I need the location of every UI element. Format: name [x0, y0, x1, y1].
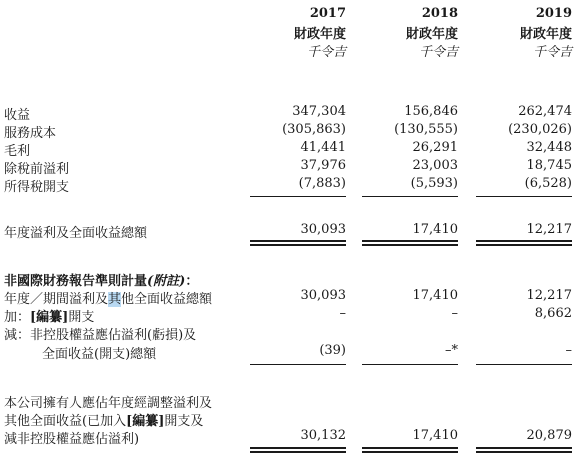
subtotal-rule-2-2019 [476, 364, 572, 365]
cell-pbt-2019: 18,745 [526, 158, 572, 173]
cell-adjusted-2017: 30,132 [300, 428, 346, 443]
cell-nonifrs-profit-2019: 12,217 [526, 288, 572, 303]
final-double-rule-2017-b [250, 451, 346, 453]
label-part: 開支及 [164, 414, 204, 429]
label-part: 開支 [68, 310, 95, 325]
label-part: 年度／期間溢利及 [4, 292, 109, 307]
total-double-rule-2019-a [476, 240, 572, 242]
unit-2017: 千令吉 [306, 45, 346, 60]
cell-cost-2018: (130,555) [394, 122, 458, 137]
final-double-rule-2018-a [362, 447, 458, 449]
cell-minority-2017: (39) [319, 343, 346, 358]
label-part: 他全面收益總額 [121, 292, 213, 307]
subtotal-rule-2-2017 [250, 364, 346, 365]
cell-revenue-2019: 262,474 [518, 104, 572, 119]
cell-total-2018: 17,410 [412, 222, 458, 237]
cell-minority-2018: –* [445, 343, 458, 358]
total-double-rule-2019-b [476, 244, 572, 246]
cell-gross-2018: 26,291 [412, 140, 458, 155]
row-label-pbt: 除稅前溢利 [4, 162, 70, 177]
cell-revenue-2018: 156,846 [404, 104, 458, 119]
subtotal-rule-2017 [250, 196, 346, 197]
cell-total-2019: 12,217 [526, 222, 572, 237]
fy-label-2018: 財政年度 [405, 27, 458, 42]
unit-2019: 千令吉 [532, 45, 572, 60]
row-label-adjusted-line1: 本公司擁有人應佔年度經調整溢利及 [4, 396, 213, 411]
cell-add-expense-2018: – [451, 306, 458, 321]
row-label-cost: 服務成本 [4, 126, 57, 141]
row-label-gross: 毛利 [4, 144, 31, 159]
subtotal-rule-2-2018 [362, 364, 458, 365]
subtotal-rule-2019 [476, 196, 572, 197]
cell-nonifrs-profit-2018: 17,410 [412, 288, 458, 303]
final-double-rule-2019-a [476, 447, 572, 449]
cell-cost-2019: (230,026) [508, 122, 572, 137]
nonifrs-title-note: (附註) [147, 274, 186, 289]
cell-add-expense-2019: 8,662 [534, 306, 572, 321]
cell-cost-2017: (305,863) [282, 122, 346, 137]
row-label-revenue: 收益 [4, 108, 31, 123]
nonifrs-title [4, 270, 198, 289]
label-part: 加： [4, 310, 31, 325]
cell-gross-2019: 32,448 [526, 140, 572, 155]
cell-adjusted-2018: 17,410 [412, 428, 458, 443]
row-label-adjusted-line3: 減非控股權益應佔溢利) [4, 432, 140, 447]
redacted-tag: [編纂] [126, 414, 165, 429]
cell-adjusted-2019: 20,879 [526, 428, 572, 443]
cell-pbt-2017: 37,976 [300, 158, 346, 173]
cell-tax-2018: (5,593) [410, 176, 458, 191]
final-double-rule-2019-b [476, 451, 572, 453]
nonifrs-title-colon: ： [185, 274, 199, 289]
total-double-rule-2018-a [362, 240, 458, 242]
row-label-tax: 所得稅開支 [4, 180, 70, 195]
label-part: 其他全面收益(已加入 [4, 414, 127, 429]
cell-revenue-2017: 347,304 [292, 104, 346, 119]
year-2019: 2019 [535, 6, 572, 21]
fy-label-2017: 財政年度 [293, 27, 346, 42]
row-label-minority-line2: 全面收益(開支)總額 [42, 347, 157, 362]
cell-minority-2019: – [565, 343, 572, 358]
row-label-minority-line1: 減：非控股權益應佔溢利(虧損)及 [4, 328, 197, 343]
nonifrs-title-text: 非國際財務報告準則計量 [4, 274, 148, 289]
total-double-rule-2017-b [250, 244, 346, 246]
cell-pbt-2018: 23,003 [412, 158, 458, 173]
fy-label-2019: 財政年度 [519, 27, 572, 42]
subtotal-rule-2018 [362, 196, 458, 197]
year-2018: 2018 [421, 6, 458, 21]
year-2017: 2017 [309, 6, 346, 21]
final-double-rule-2018-b [362, 451, 458, 453]
cell-tax-2019: (6,528) [524, 176, 572, 191]
final-double-rule-2017-a [250, 447, 346, 449]
row-label-add-expense [4, 306, 94, 325]
highlighted-char: 其 [108, 292, 122, 307]
total-double-rule-2017-a [250, 240, 346, 242]
cell-tax-2017: (7,883) [298, 176, 346, 191]
row-label-total: 年度溢利及全面收益總額 [4, 226, 148, 241]
cell-gross-2017: 41,441 [300, 140, 346, 155]
unit-2018: 千令吉 [418, 45, 458, 60]
cell-nonifrs-profit-2017: 30,093 [300, 288, 346, 303]
cell-add-expense-2017: – [339, 306, 346, 321]
cell-total-2017: 30,093 [300, 222, 346, 237]
redacted-tag: [編纂] [30, 310, 69, 325]
total-double-rule-2018-b [362, 244, 458, 246]
row-label-adjusted-line2 [4, 410, 203, 429]
row-label-nonifrs-profit [4, 288, 212, 307]
